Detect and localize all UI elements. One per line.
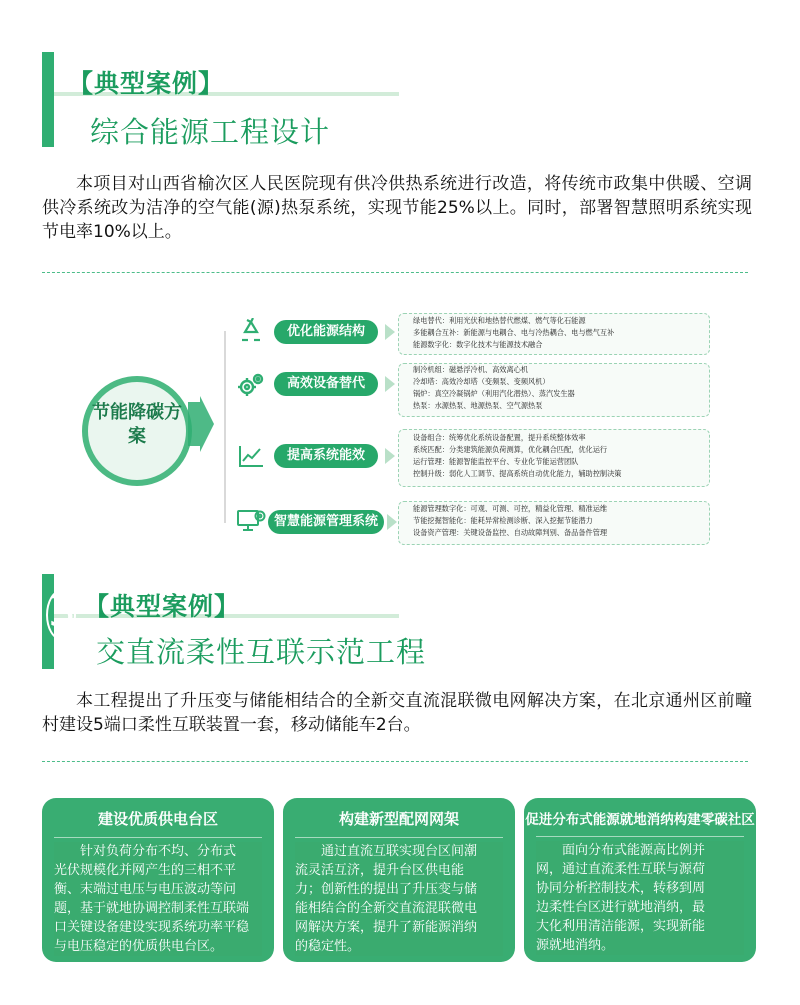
card2-divider: [295, 837, 503, 838]
card3-line-2: 网，通过直流柔性互联与源荷: [536, 862, 706, 877]
card1-line-5: 口关键设备建设实现系统功率平稳: [54, 920, 250, 935]
section1-paragraph: 本项目对山西省榆次区人民医院现有供冷供热系统进行改造，将传统市政集中供暖、空调供冷系统改为洁净的空气能(源)热泵系统，实现节能25%以上。同时，部署智慧照明系统实现节电率10%以上。: [42, 174, 752, 242]
row1-detail-2: 多能耦合互补：新能源与电耦合、电与冷热耦合、电与燃气互补: [413, 328, 615, 337]
monitor-gear-icon: [236, 508, 266, 534]
row2-detail-4: 热泵：水源热泵、地源热泵、空气源热泵: [413, 401, 543, 410]
row3-detail-3: 运行管理：能源智能监控平台、专业化节能运营团队: [413, 457, 579, 466]
row1-detail-1: 绿电替代：利用光伏和地热替代燃煤、燃气等化石能源: [413, 316, 586, 325]
card3-line-5: 大化利用清洁能源，实现新能: [536, 919, 706, 934]
row3-detail-2: 系统匹配：分类建筑能源负荷测算，优化耦合匹配，优化运行: [413, 445, 608, 454]
card3-title: 促进分布式能源就地消纳构建零碳社区: [525, 812, 755, 828]
section2-paragraph: 本工程提出了升压变与储能相结合的全新交直流混联微电网解决方案，在北京通州区前疃村建设5端口柔性互联装置一套，移动储能车2台。: [42, 691, 752, 735]
row2-detail-2: 冷却塔：高效冷却塔（变频泵、变频风机）: [413, 377, 550, 386]
center-arrow-icon: [188, 396, 214, 452]
card3-line-1: 面向分布式能源高比例并: [562, 843, 706, 858]
card3-text: [536, 841, 744, 955]
section1-title: 综合能源工程设计: [90, 115, 331, 149]
divider-2: [42, 761, 748, 762]
card1-line-3: 衡、末端过电压与电压波动等问: [54, 882, 237, 897]
card2-line-3: 力；创新性的提出了升压变与储: [295, 882, 478, 897]
row2-detail-3: 锅炉：真空冷凝锅炉（利用汽化潜热）、蒸汽发生器: [413, 389, 575, 398]
diagram-spine: [224, 331, 226, 523]
row3-detail-1: 设备组合：统筹优化系统设备配置，提升系统整体效率: [413, 433, 586, 442]
card2-line-6: 的稳定性。: [295, 939, 361, 954]
row4-arrow-icon: [387, 514, 397, 530]
card2-line-2: 流灵活互济，提升台区供电能: [295, 863, 465, 878]
section-number: 3: [48, 586, 76, 637]
card-1: [42, 798, 274, 962]
card-2: [283, 798, 515, 962]
row3-arrow-icon: [385, 448, 395, 464]
section-number-ring: [46, 590, 76, 640]
row3-label: 提高系统能效: [274, 444, 378, 468]
card2-text: [295, 842, 503, 956]
card1-line-4: 题，基于就地协调控制柔性互联端: [54, 901, 250, 916]
gears-icon: [236, 370, 266, 400]
card1-text: [54, 842, 262, 956]
row4-detail-3: 设备资产管理：关键设备监控、自动故障判别、备品备件管理: [413, 528, 608, 537]
row1-label: 优化能源结构: [274, 320, 378, 344]
card2-line-1: 通过直流互联实现台区间潮: [321, 844, 478, 859]
card1-divider: [54, 837, 262, 838]
section1-tag: 【典型案例】: [68, 69, 225, 98]
section1-accent-bar: [42, 52, 54, 147]
recycle-icon: [237, 318, 265, 346]
card-3: [524, 798, 756, 962]
row2-detail-1: 制冷机组：磁悬浮冷机、高效离心机: [413, 365, 529, 374]
row2-label: 高效设备替代: [274, 372, 378, 396]
row4-label: 智慧能源管理系统: [268, 510, 384, 534]
row1-arrow-icon: [385, 324, 395, 340]
row2-arrow-icon: [385, 376, 395, 392]
card1-line-6: 与电压稳定的优质供电台区。: [54, 939, 224, 954]
row1-detail-3: 能源数字化：数字化技术与能源技术融合: [413, 340, 543, 349]
center-label: 节能降碳方案: [92, 402, 182, 447]
section2-title: 交直流柔性互联示范工程: [96, 635, 427, 669]
line-chart-icon: [238, 444, 264, 468]
card2-line-4: 能相结合的全新交直流混联微电: [295, 901, 478, 916]
row4-detail-1: 能源管理数字化：可观、可测、可控，精益化管理、精准运维: [413, 504, 608, 513]
row4-detail-2: 节能挖掘智能化：能耗异常检测诊断、深入挖掘节能潜力: [413, 516, 593, 525]
card2-line-5: 网解决方案，提升了新能源消纳: [295, 920, 478, 935]
section2-tag: 【典型案例】: [84, 592, 241, 621]
card3-divider: [536, 836, 744, 837]
card3-line-4: 边柔性台区进行就地消纳，最: [536, 900, 706, 915]
card1-line-1: 针对负荷分布不均、分布式: [80, 844, 237, 859]
card3-line-3: 协同分析控制技术，转移到周: [536, 881, 706, 896]
card2-title: 构建新型配网网架: [338, 810, 459, 828]
card3-line-6: 源就地消纳。: [536, 938, 615, 953]
card1-title: 建设优质供电台区: [97, 810, 218, 828]
card1-line-2: 光伏规模化并网产生的三相不平: [54, 863, 237, 878]
row3-detail-4: 控制升级：弱化人工调节、提高系统自动优化能力，辅助控制决策: [413, 469, 622, 478]
divider-1: [42, 272, 748, 273]
